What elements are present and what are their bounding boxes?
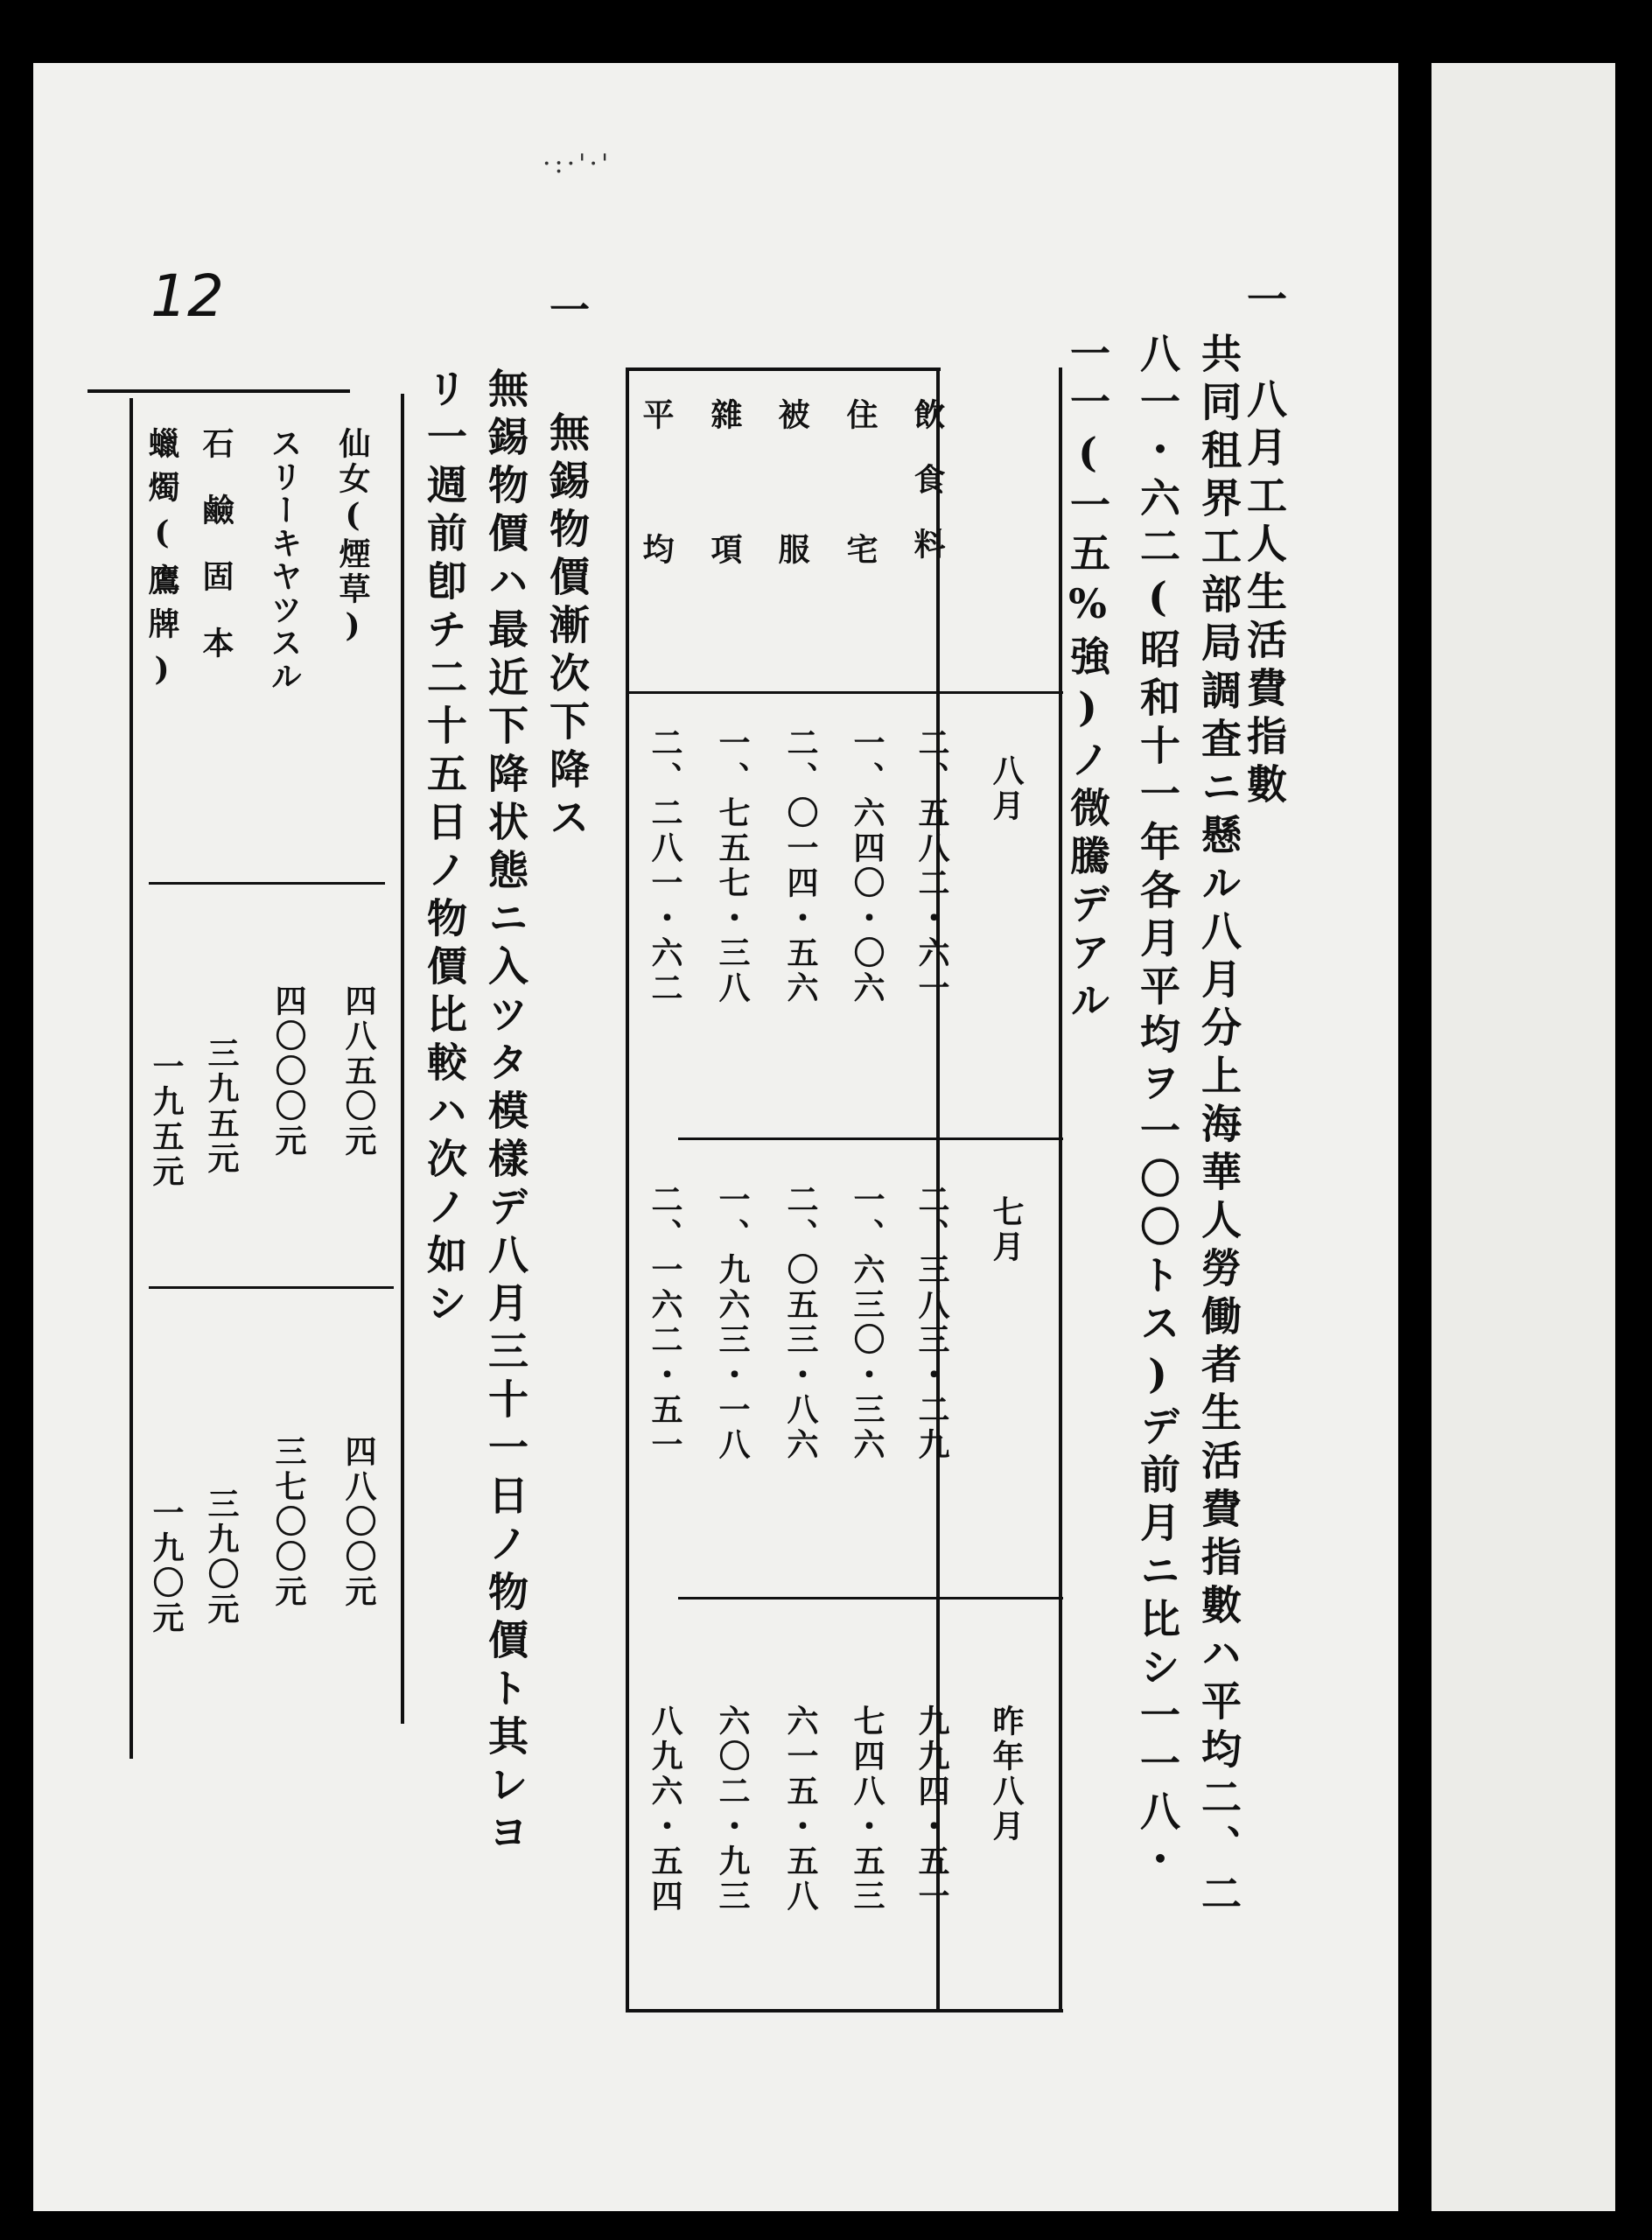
- table1-bottom-rule: [626, 2009, 1063, 2012]
- table1-col-aug: 八月: [988, 754, 1025, 824]
- table1-top-rule: [626, 368, 941, 371]
- table2-cell: 一九五元: [148, 1050, 185, 1190]
- table2-cell: 四八〇〇元: [340, 1435, 377, 1610]
- para1-line-1: 共同租界工部局調査ニ懸ル八月分上海華人勞働者生活費指數ハ平均二、二: [1195, 332, 1242, 1921]
- table1-col-jul: 七月: [988, 1195, 1025, 1265]
- para1-line-2: 八一・六二(昭和十一年各月平均ヲ一〇〇トス)デ前月ニ比シ一一八・: [1134, 332, 1181, 1886]
- table1-row-label: 飲食料: [909, 398, 946, 592]
- table1-left-rule: [626, 368, 629, 2012]
- table2-label-rule: [149, 882, 385, 885]
- table1-cell: 六一五・五八: [782, 1704, 819, 1914]
- table1-cell: 九九四・五一: [914, 1704, 950, 1914]
- table1-label-rule: [626, 691, 1063, 694]
- table1-col2-rule: [678, 1597, 1063, 1600]
- table1-col-last-aug: 昨年八月: [988, 1704, 1025, 1844]
- table1-header-rule: [1059, 368, 1062, 2012]
- table2-left-rule: [130, 398, 133, 1759]
- section-mark-1: 一: [1241, 278, 1288, 326]
- table1-cell: 七四八・五三: [849, 1704, 886, 1914]
- adjacent-page-strip: [1432, 63, 1615, 2211]
- table1-row-label: 被服: [774, 398, 810, 668]
- table1-cell: 二、二八一・六二: [647, 726, 683, 1006]
- table2-right-rule: [401, 394, 404, 1724]
- table2-col-rule: [149, 1286, 394, 1289]
- table1-cell: 二、〇一四・五六: [782, 726, 819, 1006]
- table2-row-label: 石鹼固本: [198, 427, 234, 693]
- para2-line-1: 無錫物價ハ最近下降状態ニ入ツタ模樣デ八月三十一日ノ物價ト其レヨ: [482, 368, 529, 1859]
- para1-title: 八月工人生活費指數: [1241, 378, 1288, 811]
- section-mark-2: 一: [543, 289, 591, 337]
- page-number: 12: [150, 262, 224, 330]
- table1-cell: 二、〇五三・八六: [782, 1183, 819, 1463]
- table2-row-label: 仙女(煙草): [334, 427, 371, 648]
- table2-cell: 四八五〇元: [340, 984, 377, 1159]
- table1-cell: 一、七五七・三八: [714, 726, 751, 1006]
- table2-cell: 四〇〇〇元: [270, 984, 307, 1159]
- table1-cell: 一、九六三・一八: [714, 1183, 751, 1463]
- para2-line-2: リ一週前卽チ二十五日ノ物價比較ハ次ノ如シ: [421, 368, 468, 1330]
- para1-line-3: 一一(一五%強)ノ微騰デアル: [1064, 332, 1111, 1027]
- table1-cell: 六〇二・九三: [714, 1704, 751, 1914]
- table2-cell: 三九〇元: [203, 1488, 240, 1628]
- table1-cell: 二、五八二・六一: [914, 726, 950, 1006]
- table2-cell: 一九〇元: [148, 1496, 185, 1636]
- table1-row-label: 平均: [638, 398, 675, 668]
- table1-cell: 八九六・五四: [647, 1704, 683, 1914]
- table2-row-label: 蠟燭(鷹牌): [144, 427, 180, 700]
- table2-top-rule: [88, 389, 350, 393]
- table1-row-label: 雜項: [706, 398, 743, 668]
- table2-cell: 三七〇〇元: [270, 1435, 307, 1610]
- stamp-marks: ·:·'·': [542, 149, 612, 179]
- para2-title: 無錫物價漸次下降ス: [543, 411, 591, 844]
- table1-row-label: 住宅: [842, 398, 878, 668]
- table2-row-label: スリーキヤツスル: [266, 427, 303, 693]
- table1-cell: 一、六四〇・〇六: [849, 726, 886, 1006]
- table2-cell: 三九五元: [203, 1037, 240, 1177]
- table1-cell: 二、一六二・五一: [647, 1183, 683, 1463]
- table1-cell: 一、六三〇・三六: [849, 1183, 886, 1463]
- table1-cell: 二、三八三・二九: [914, 1183, 950, 1463]
- table1-col1-rule: [678, 1138, 1063, 1140]
